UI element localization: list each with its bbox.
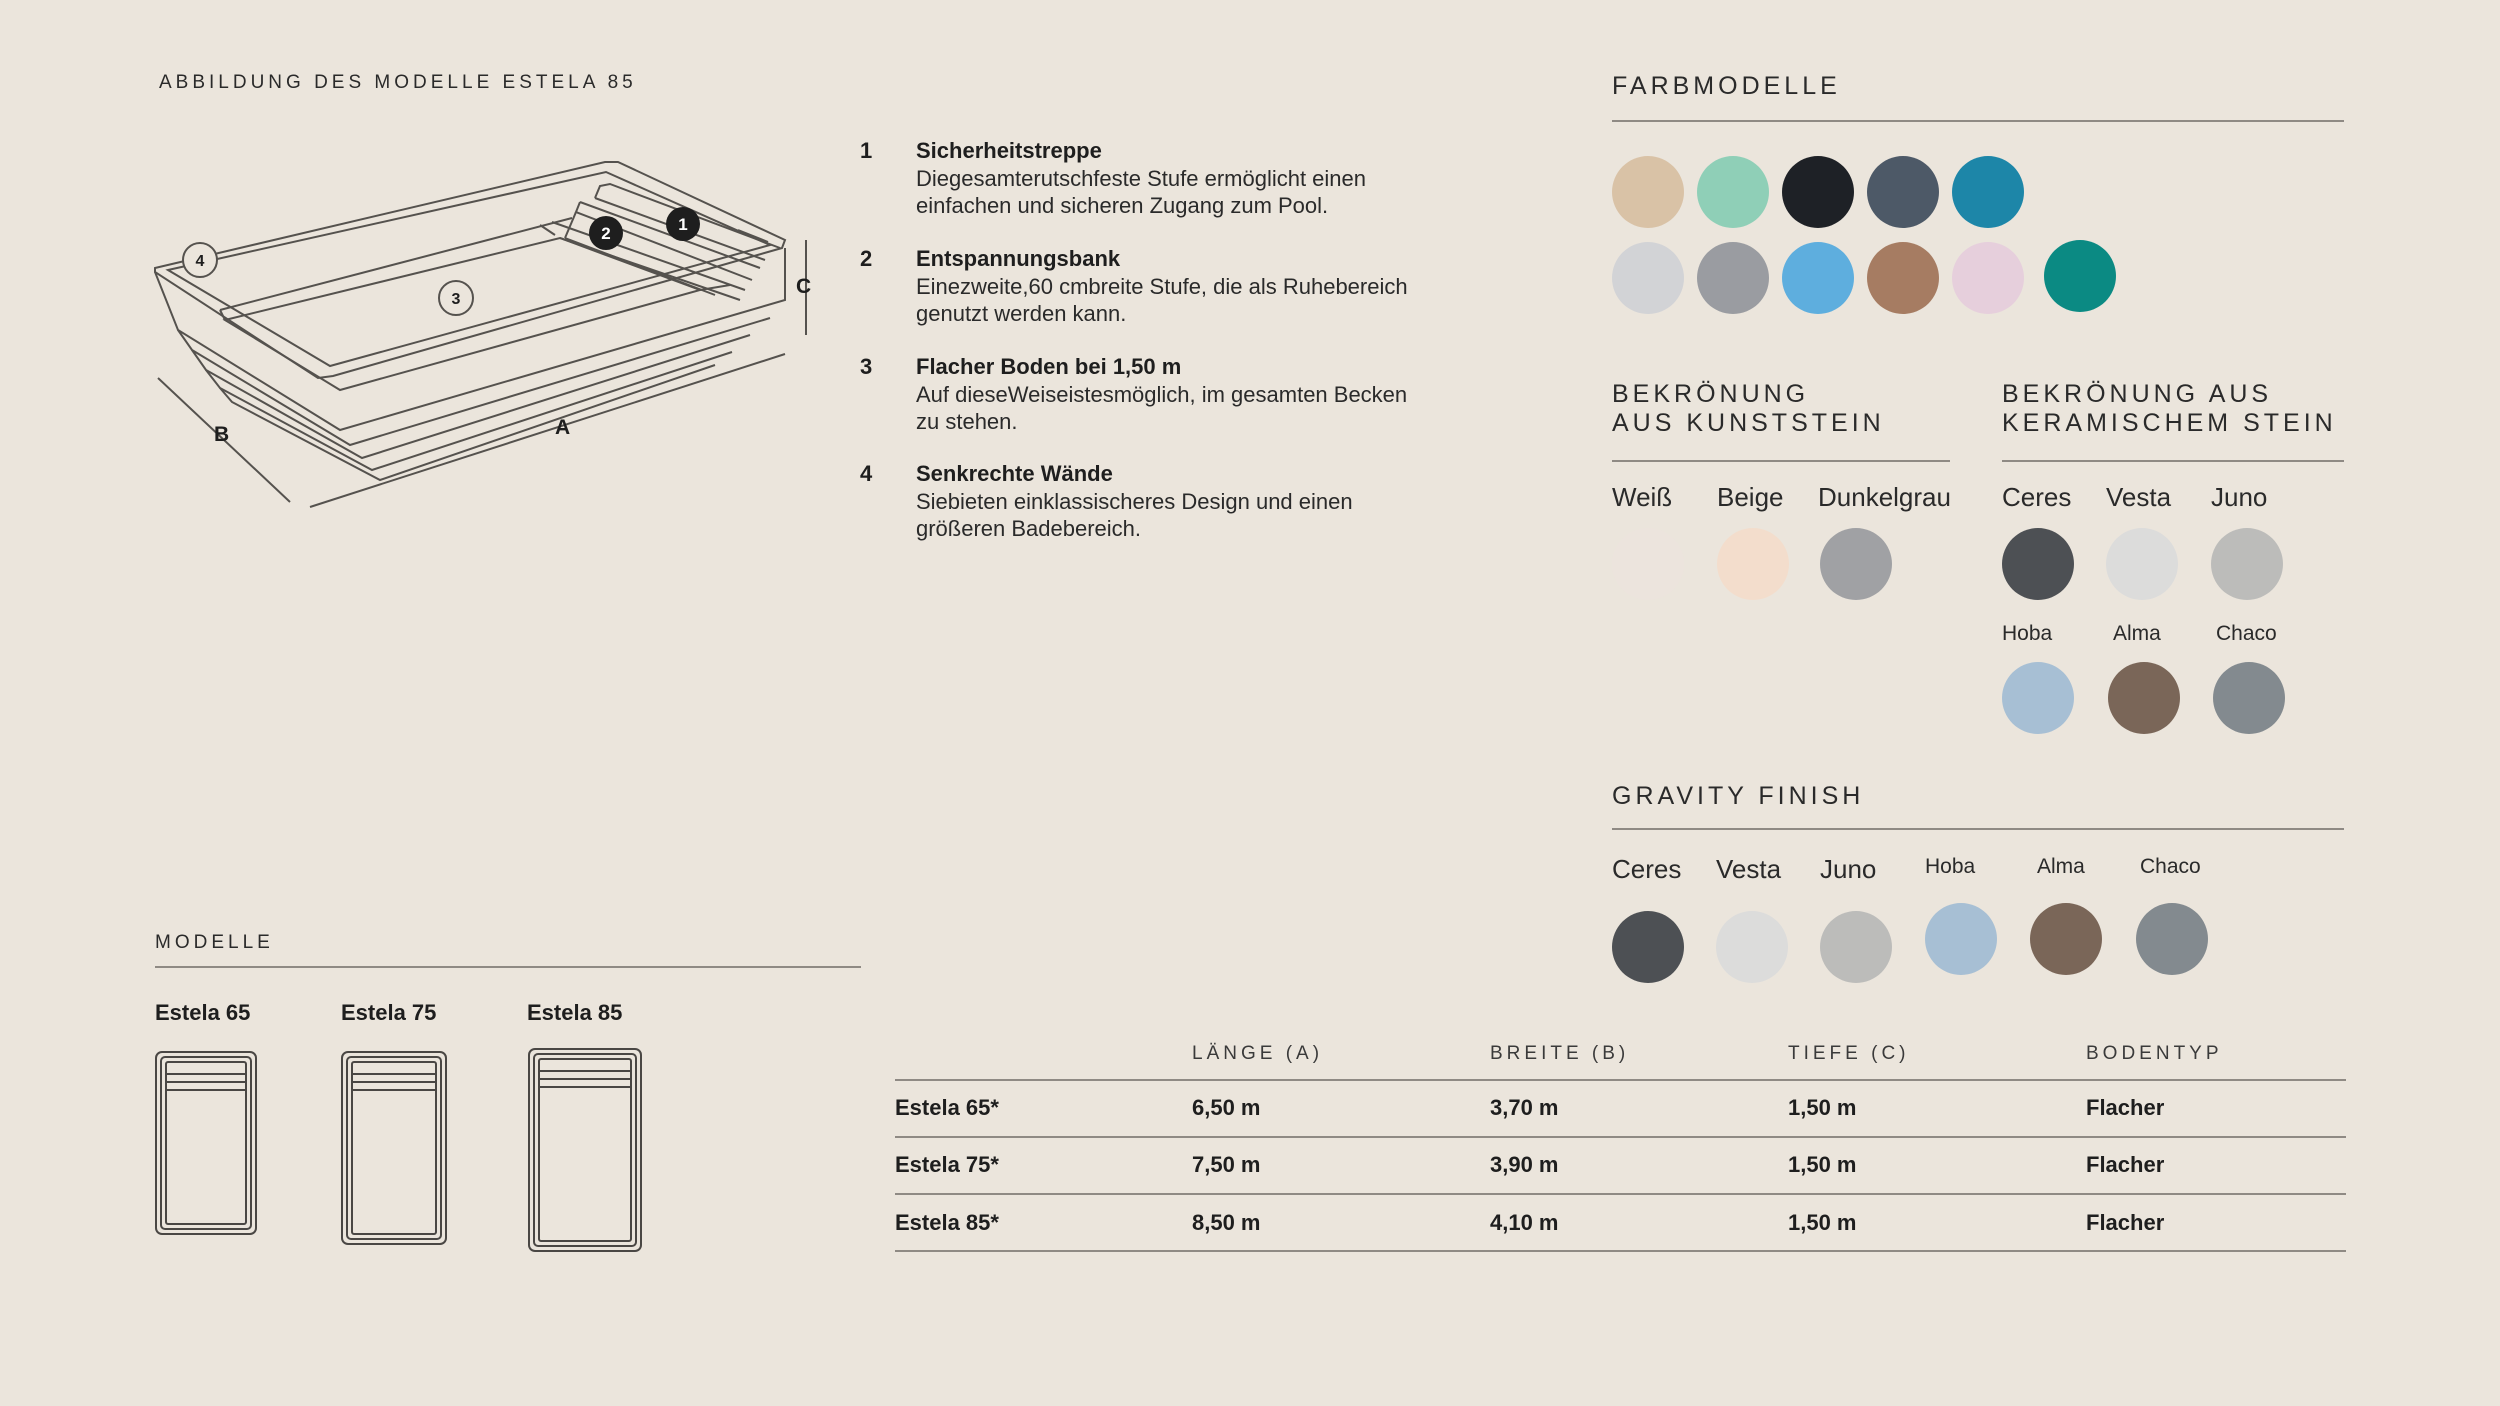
swatch-label: Chaco (2140, 855, 2201, 878)
table-cell: Estela 75* (895, 1152, 999, 1177)
keramisch-swatch[interactable] (2108, 662, 2180, 734)
pool-plan-estela-75 (340, 1050, 448, 1246)
feature-desc: Siebieten einklassischeres Design und einen größeren Badebereich. (916, 489, 1353, 541)
marker-2 (589, 216, 623, 250)
color-swatch[interactable] (1612, 156, 1684, 228)
swatch-label: Ceres (2002, 482, 2072, 512)
swatch-label: Chaco (2216, 622, 2277, 645)
svg-text:4: 4 (195, 253, 205, 270)
pool-illustration (140, 140, 840, 520)
dim-label-c: C (796, 275, 812, 298)
kunststein-swatch[interactable] (1612, 528, 1684, 600)
modelle-rule (155, 966, 861, 968)
modelle-title: MODELLE (155, 932, 274, 953)
swatch-label: Dunkelgrau (1818, 482, 1951, 512)
column-header: TIEFE (C) (1788, 1043, 1910, 1064)
table-rule (895, 1079, 2346, 1081)
kunststein-swatch[interactable] (1820, 528, 1892, 600)
model-name: Estela 75 (341, 1000, 437, 1025)
color-swatch[interactable] (1867, 156, 1939, 228)
swatch-label: Beige (1717, 482, 1784, 512)
table-cell: 4,10 m (1490, 1210, 1559, 1235)
color-swatch[interactable] (1952, 242, 2024, 314)
feature-title: Entspannungsbank (916, 246, 1121, 271)
gravity-swatch[interactable] (2136, 903, 2208, 975)
keramisch-swatch[interactable] (2211, 528, 2283, 600)
feature-title: Flacher Boden bei 1,50 m (916, 354, 1182, 379)
swatch-label: Juno (1820, 854, 1877, 884)
marker-1 (666, 207, 700, 241)
color-swatch[interactable] (1697, 156, 1769, 228)
table-rule (895, 1136, 2346, 1138)
svg-text:1: 1 (678, 215, 688, 234)
swatch-label: Hoba (2002, 622, 2053, 645)
color-swatch[interactable] (1782, 156, 1854, 228)
svg-text:3: 3 (451, 291, 461, 308)
farbmodelle-title: FARBMODELLE (1612, 72, 1841, 100)
feature-desc: Einezweite,60 cmbreite Stufe, die als Ruhebereich genutzt werden kann. (916, 274, 1408, 326)
marker-4 (183, 243, 217, 277)
swatch-label: Vesta (2106, 482, 2172, 512)
column-header: LÄNGE (A) (1192, 1043, 1324, 1064)
svg-text:2: 2 (601, 224, 611, 243)
kunststein-title: BEKRÖNUNG AUS KUNSTSTEIN (1612, 380, 1885, 437)
keramisch-swatch[interactable] (2106, 528, 2178, 600)
table-cell: 1,50 m (1788, 1152, 1857, 1177)
kunststein-rule (1612, 460, 1950, 462)
feature-title: Sicherheitstreppe (916, 138, 1102, 163)
gravity-swatch[interactable] (2030, 903, 2102, 975)
column-header: BODENTYP (2086, 1043, 2223, 1064)
gravity-swatch[interactable] (1716, 911, 1788, 983)
gravity-swatch[interactable] (1612, 911, 1684, 983)
table-cell: Estela 85* (895, 1210, 999, 1235)
keramisch-swatch[interactable] (2002, 528, 2074, 600)
swatch-label: Alma (2113, 622, 2161, 645)
dimension-line-a (310, 354, 785, 507)
farbmodelle-rule (1612, 120, 2344, 122)
color-swatch[interactable] (2044, 240, 2116, 312)
table-cell: Estela 65* (895, 1095, 999, 1120)
pool-plan-estela-65 (154, 1050, 258, 1236)
keramisch-swatch[interactable] (2002, 662, 2074, 734)
swatch-label: Vesta (1716, 854, 1782, 884)
color-swatch[interactable] (1867, 242, 1939, 314)
model-name: Estela 85 (527, 1000, 623, 1025)
keramisch-rule (2002, 460, 2344, 462)
table-cell: 6,50 m (1192, 1095, 1261, 1120)
marker-3 (439, 281, 473, 315)
gravity-swatch[interactable] (1925, 903, 1997, 975)
feature-desc: Diegesamterutschfeste Stufe ermöglicht einen einfachen und sicheren Zugang zum Pool. (916, 166, 1367, 218)
swatch-label: Weiß (1612, 482, 1673, 512)
table-cell: 1,50 m (1788, 1210, 1857, 1235)
dim-label-b: B (214, 423, 230, 446)
gravity-swatch[interactable] (1820, 911, 1892, 983)
feature-number: 2 (860, 246, 873, 271)
feature-number: 3 (860, 354, 873, 379)
model-name: Estela 65 (155, 1000, 251, 1025)
table-cell: Flacher (2086, 1095, 2165, 1120)
color-swatch[interactable] (1782, 242, 1854, 314)
table-cell: Flacher (2086, 1152, 2165, 1177)
feature-title: Senkrechte Wände (916, 461, 1113, 486)
pool-plan-estela-85 (527, 1047, 643, 1253)
keramisch-swatch[interactable] (2213, 662, 2285, 734)
feature-number: 1 (860, 138, 873, 163)
feature-desc: Auf dieseWeiseistesmöglich, im gesamten Becken zu stehen. (916, 382, 1408, 434)
table-cell: 8,50 m (1192, 1210, 1261, 1235)
illustration-caption: ABBILDUNG DES MODELLE ESTELA 85 (159, 72, 637, 93)
column-header: BREITE (B) (1490, 1043, 1630, 1064)
gravity-rule (1612, 828, 2344, 830)
color-swatch[interactable] (1952, 156, 2024, 228)
keramisch-title: BEKRÖNUNG AUS KERAMISCHEM STEIN (2002, 380, 2337, 437)
color-swatch[interactable] (1612, 242, 1684, 314)
swatch-label: Hoba (1925, 855, 1976, 878)
swatch-label: Alma (2037, 855, 2085, 878)
gravity-title: GRAVITY FINISH (1612, 782, 1865, 810)
table-cell: 3,70 m (1490, 1095, 1559, 1120)
swatch-label: Juno (2211, 482, 2268, 512)
table-cell: Flacher (2086, 1210, 2165, 1235)
color-swatch[interactable] (1697, 242, 1769, 314)
dim-label-a: A (555, 416, 571, 439)
table-rule (895, 1250, 2346, 1252)
swatch-label: Ceres (1612, 854, 1682, 884)
table-rule (895, 1193, 2346, 1195)
kunststein-swatch[interactable] (1717, 528, 1789, 600)
table-cell: 3,90 m (1490, 1152, 1559, 1177)
feature-number: 4 (860, 461, 873, 486)
table-cell: 7,50 m (1192, 1152, 1261, 1177)
table-cell: 1,50 m (1788, 1095, 1857, 1120)
